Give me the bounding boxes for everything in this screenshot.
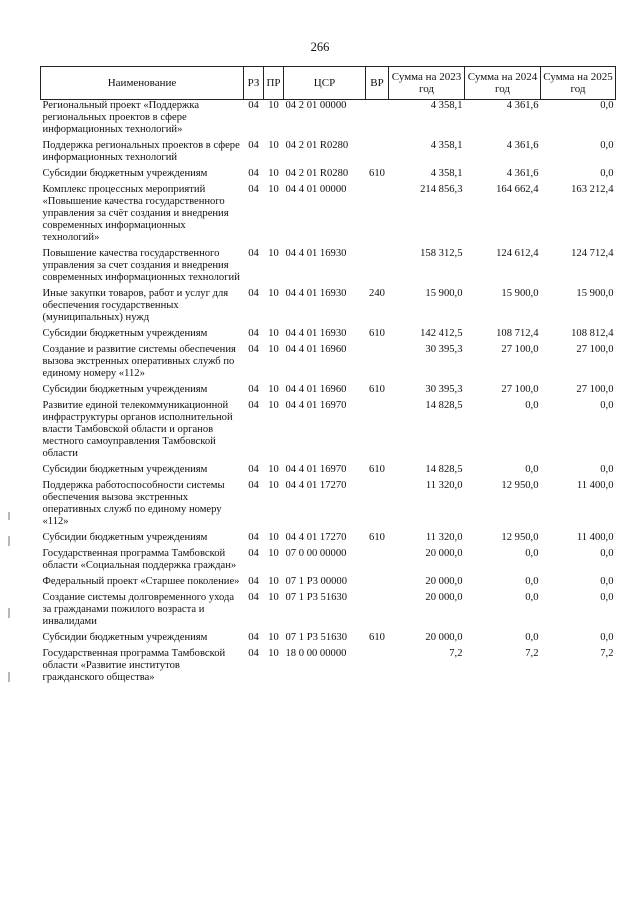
row-rz: 04	[248, 464, 259, 475]
row-name: Федеральный проект «Старшее поколение»	[42, 576, 240, 587]
row-sum-2025: 0,0	[600, 576, 614, 587]
table-row	[41, 632, 616, 648]
table-row	[41, 532, 616, 548]
row-sum-2025: 0,0	[600, 592, 614, 603]
table-row	[41, 400, 616, 464]
row-csr: 04 2 01 R0280	[285, 168, 349, 179]
header-rz: РЗ	[244, 67, 264, 100]
row-sum-2024: 27 100,0	[501, 384, 539, 395]
row-rz: 04	[248, 576, 259, 587]
row-sum-2023: 4 358,1	[430, 100, 463, 111]
table-row	[41, 140, 616, 168]
row-sum-2024: 0,0	[525, 464, 539, 475]
row-csr: 04 4 01 16960	[285, 384, 347, 395]
row-csr: 04 4 01 17270	[285, 532, 347, 543]
row-sum-2024: 0,0	[525, 632, 539, 643]
header-vr: ВР	[366, 67, 389, 100]
table-row	[41, 648, 616, 688]
row-sum-2024: 124 612,4	[496, 248, 539, 259]
row-sum-2024: 0,0	[525, 592, 539, 603]
row-rz: 04	[248, 480, 259, 491]
row-sum-2024: 4 361,6	[506, 168, 539, 179]
row-sum-2023: 4 358,1	[430, 168, 463, 179]
row-sum-2024: 0,0	[525, 548, 539, 559]
row-sum-2023: 142 412,5	[420, 328, 463, 339]
row-rz: 04	[248, 400, 259, 411]
row-rz: 04	[248, 384, 259, 395]
row-pr: 10	[268, 168, 279, 179]
row-pr: 10	[268, 384, 279, 395]
row-name: Субсидии бюджетным учреждениям	[42, 328, 208, 339]
row-rz: 04	[248, 140, 259, 151]
row-sum-2023: 14 828,5	[425, 464, 463, 475]
row-pr: 10	[268, 288, 279, 299]
header-sum-2024: Сумма на 2024 год	[465, 67, 541, 100]
header-sum-2023: Сумма на 2023 год	[389, 67, 465, 100]
table-row	[41, 480, 616, 532]
row-vr	[366, 248, 389, 288]
table-body	[41, 100, 616, 689]
row-rz: 04	[248, 168, 259, 179]
row-sum-2023: 7,2	[449, 648, 463, 659]
row-name: Развитие единой телекоммуникационной инфраструктуры органов исполнительной власти Тамбовской области и органов местного самоуправления Тамбовской области	[42, 400, 233, 459]
row-name: Субсидии бюджетным учреждениям	[42, 168, 208, 179]
row-name: Комплекс процессных мероприятий «Повышение качества государственного управления за счёт создания и внедрения современных информационных технологий»	[42, 184, 229, 243]
row-rz: 04	[248, 344, 259, 355]
row-csr: 04 4 01 17270	[285, 480, 347, 491]
table-row	[41, 288, 616, 328]
row-sum-2025: 0,0	[600, 140, 614, 151]
row-vr: 610	[369, 384, 385, 395]
row-pr: 10	[268, 548, 279, 559]
row-sum-2025: 27 100,0	[576, 384, 614, 395]
row-rz: 04	[248, 328, 259, 339]
row-sum-2025: 0,0	[600, 168, 614, 179]
row-sum-2023: 30 395,3	[425, 344, 463, 355]
row-csr: 07 1 P3 51630	[285, 592, 348, 603]
row-rz: 04	[248, 632, 259, 643]
row-sum-2023: 14 828,5	[425, 400, 463, 411]
row-sum-2024: 164 662,4	[496, 184, 539, 195]
header-sum-2025: Сумма на 2025 год	[541, 67, 616, 100]
table-row	[41, 548, 616, 576]
row-sum-2025: 11 400,0	[576, 480, 614, 491]
table-row	[41, 576, 616, 592]
row-name: Субсидии бюджетным учреждениям	[42, 632, 208, 643]
row-pr: 10	[268, 576, 279, 587]
row-vr	[366, 100, 389, 141]
row-pr: 10	[268, 648, 279, 659]
row-sum-2023: 20 000,0	[425, 576, 463, 587]
row-pr: 10	[268, 100, 279, 111]
row-sum-2023: 30 395,3	[425, 384, 463, 395]
row-vr: 610	[369, 168, 385, 179]
row-vr	[366, 344, 389, 384]
row-vr: 610	[369, 464, 385, 475]
row-vr: 240	[369, 288, 385, 299]
row-sum-2025: 27 100,0	[576, 344, 614, 355]
row-csr: 04 4 01 16930	[285, 288, 347, 299]
row-vr	[366, 576, 389, 592]
row-rz: 04	[248, 592, 259, 603]
row-sum-2024: 108 712,4	[496, 328, 539, 339]
row-rz: 04	[248, 548, 259, 559]
row-csr: 07 1 P3 51630	[285, 632, 348, 643]
row-vr	[366, 648, 389, 688]
row-name: Субсидии бюджетным учреждениям	[42, 464, 208, 475]
table-row	[41, 248, 616, 288]
row-sum-2025: 7,2	[600, 648, 614, 659]
table-row	[41, 328, 616, 344]
row-sum-2023: 15 900,0	[425, 288, 463, 299]
margin-mark	[8, 672, 10, 682]
row-rz: 04	[248, 288, 259, 299]
row-sum-2024: 0,0	[525, 400, 539, 411]
row-pr: 10	[268, 532, 279, 543]
row-sum-2025: 163 212,4	[571, 184, 614, 195]
row-vr: 610	[369, 532, 385, 543]
row-sum-2024: 4 361,6	[506, 100, 539, 111]
row-sum-2025: 0,0	[600, 100, 614, 111]
row-pr: 10	[268, 140, 279, 151]
row-vr	[366, 184, 389, 248]
row-vr: 610	[369, 632, 385, 643]
row-sum-2025: 0,0	[600, 464, 614, 475]
table-row	[41, 464, 616, 480]
margin-mark	[8, 512, 10, 520]
row-sum-2024: 4 361,6	[506, 140, 539, 151]
row-sum-2023: 11 320,0	[425, 480, 463, 491]
row-sum-2025: 15 900,0	[576, 288, 614, 299]
row-sum-2024: 27 100,0	[501, 344, 539, 355]
row-sum-2024: 12 950,0	[501, 480, 539, 491]
header-name: Наименование	[41, 67, 244, 100]
row-name: Государственная программа Тамбовской области «Развитие институтов гражданского общества»	[42, 648, 226, 683]
row-name: Поддержка работоспособности системы обеспечения вызова экстренных оперативных служб по единому номеру «112»	[42, 480, 225, 527]
row-pr: 10	[268, 632, 279, 643]
row-pr: 10	[268, 328, 279, 339]
row-sum-2023: 20 000,0	[425, 548, 463, 559]
row-name: Иные закупки товаров, работ и услуг для обеспечения государственных (муниципальных) нужд	[42, 288, 229, 323]
row-csr: 04 4 01 16930	[285, 328, 347, 339]
row-name: Создание и развитие системы обеспечения вызова экстренных оперативных служб по единому номеру «112»	[42, 344, 236, 379]
row-pr: 10	[268, 464, 279, 475]
row-sum-2024: 7,2	[525, 648, 539, 659]
row-rz: 04	[248, 100, 259, 111]
row-sum-2025: 11 400,0	[576, 532, 614, 543]
margin-mark	[8, 608, 10, 618]
row-sum-2023: 20 000,0	[425, 632, 463, 643]
header-csr: ЦСР	[284, 67, 366, 100]
row-sum-2023: 20 000,0	[425, 592, 463, 603]
row-vr	[366, 140, 389, 168]
row-sum-2025: 108 812,4	[571, 328, 614, 339]
row-csr: 04 4 01 16930	[285, 248, 347, 259]
table-row	[41, 384, 616, 400]
row-name: Государственная программа Тамбовской области «Социальная поддержка граждан»	[42, 548, 237, 571]
row-pr: 10	[268, 480, 279, 491]
row-name: Повышение качества государственного управления за счет создания и внедрения современных информационных технологий	[42, 248, 240, 283]
row-csr: 04 4 01 00000	[285, 184, 347, 195]
row-sum-2024: 0,0	[525, 576, 539, 587]
row-rz: 04	[248, 532, 259, 543]
budget-table	[40, 66, 616, 688]
row-pr: 10	[268, 592, 279, 603]
row-sum-2025: 0,0	[600, 548, 614, 559]
row-rz: 04	[248, 248, 259, 259]
row-csr: 04 4 01 16970	[285, 400, 347, 411]
margin-mark	[8, 536, 10, 546]
row-sum-2024: 15 900,0	[501, 288, 539, 299]
row-csr: 07 0 00 00000	[285, 548, 347, 559]
row-name: Субсидии бюджетным учреждениям	[42, 384, 208, 395]
row-name: Субсидии бюджетным учреждениям	[42, 532, 208, 543]
table-header	[41, 67, 616, 100]
table-row	[41, 100, 616, 141]
page-number: 266	[310, 40, 330, 54]
row-rz: 04	[248, 648, 259, 659]
table-row	[41, 592, 616, 632]
row-name: Создание системы долговременного ухода за гражданами пожилого возраста и инвалидами	[42, 592, 235, 627]
row-sum-2023: 214 856,3	[420, 184, 463, 195]
row-sum-2023: 158 312,5	[420, 248, 463, 259]
row-csr: 04 2 01 R0280	[285, 140, 349, 151]
row-name: Региональный проект «Поддержка региональных проектов в сфере информационных технологий»	[42, 100, 200, 135]
row-pr: 10	[268, 184, 279, 195]
row-vr	[366, 480, 389, 532]
row-csr: 04 4 01 16970	[285, 464, 347, 475]
row-csr: 18 0 00 00000	[285, 648, 347, 659]
row-vr	[366, 592, 389, 632]
row-vr: 610	[369, 328, 385, 339]
table-row	[41, 168, 616, 184]
row-sum-2023: 11 320,0	[425, 532, 463, 543]
row-name: Поддержка региональных проектов в сфере информационных технологий	[42, 140, 240, 163]
row-sum-2023: 4 358,1	[430, 140, 463, 151]
table-row	[41, 344, 616, 384]
row-pr: 10	[268, 400, 279, 411]
row-vr	[366, 400, 389, 464]
row-csr: 04 4 01 16960	[285, 344, 347, 355]
row-sum-2025: 124 712,4	[571, 248, 614, 259]
row-csr: 04 2 01 00000	[285, 100, 347, 111]
row-sum-2025: 0,0	[600, 400, 614, 411]
row-sum-2024: 12 950,0	[501, 532, 539, 543]
row-rz: 04	[248, 184, 259, 195]
header-pr: ПР	[264, 67, 284, 100]
row-pr: 10	[268, 344, 279, 355]
row-csr: 07 1 P3 00000	[285, 576, 348, 587]
row-sum-2025: 0,0	[600, 632, 614, 643]
table-row	[41, 184, 616, 248]
row-vr	[366, 548, 389, 576]
row-pr: 10	[268, 248, 279, 259]
